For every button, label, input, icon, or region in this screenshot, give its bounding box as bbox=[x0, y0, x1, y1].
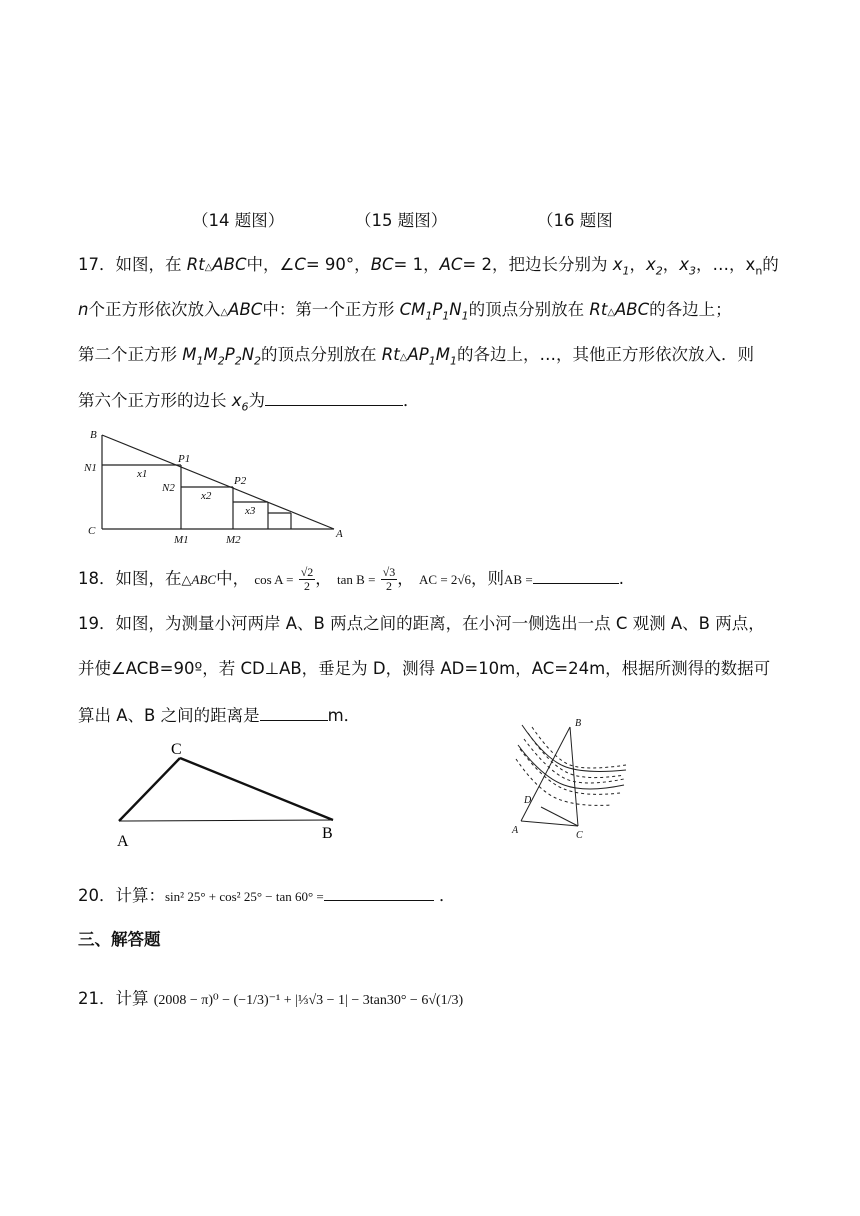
section-heading: 三、解答题 bbox=[78, 930, 161, 949]
q21-expression: (2008 − π)⁰ − (−1/3)⁻¹ + |⅓√3 − 1| − 3tan30° − 6√(1/3) bbox=[153, 993, 464, 1008]
q18-line: 18．如图，在△ABC中， cos A = $\frac{√2}{2}$ ， tan B = $\frac{√3}{2}$ ， AC = 2√6，则AB = . bbox=[78, 565, 624, 593]
fig19-triangle bbox=[108, 738, 358, 850]
caption-fig14: （14 题图） bbox=[192, 211, 285, 230]
fig17-label-x3: x3 bbox=[245, 505, 256, 517]
fig19b-label-a: A bbox=[512, 825, 519, 836]
q19-line3: 算出 A、B 之间的距离是 m． bbox=[78, 706, 361, 725]
q18-cos-fraction: $\frac{√2}{2}$ bbox=[300, 565, 314, 593]
fig19-label-a: A bbox=[117, 833, 129, 850]
q18-tan-fraction: $\frac{√3}{2}$ bbox=[382, 565, 396, 593]
q20-line: 20．计算：sin² 25° + cos² 25° − tan 60° = ． bbox=[78, 886, 456, 905]
caption-fig15: （15 题图） bbox=[355, 211, 448, 230]
q17-answer-blank[interactable] bbox=[265, 389, 403, 406]
fig17-label-a: A bbox=[336, 528, 343, 540]
q17-line4: 第六个正方形的边长 $x_6$为 ． bbox=[78, 391, 420, 414]
fig17-label-x1: x1 bbox=[137, 468, 148, 480]
fig17-label-p1: P1 bbox=[178, 453, 191, 465]
q17-line1: 17．如图，在 Rt△ABC中，∠C= 90°，BC= 1，AC= 2，把边长分别为 $x_1$，$x_2$，$x_3$，…，$x_n$的 bbox=[78, 255, 779, 278]
fig19-river-sketch bbox=[508, 715, 638, 843]
fig17-squares-diagram bbox=[82, 425, 352, 547]
q19-answer-blank[interactable] bbox=[260, 704, 328, 721]
q21-line: 21．计算 (2008 − π)⁰ − (−1/3)⁻¹ + |⅓√3 − 1| − 3tan30° − 6√(1/3) bbox=[78, 989, 464, 1008]
fig19-label-b: B bbox=[322, 825, 333, 842]
fig17-label-m2: M2 bbox=[226, 534, 241, 546]
caption-fig16: （16 题图 bbox=[537, 211, 613, 230]
fig17-label-x2: x2 bbox=[201, 490, 212, 502]
q19-line1: 19．如图，为测量小河两岸 A、B 两点之间的距离，在小河一侧选出一点 C 观测 A、B 两点， bbox=[78, 614, 765, 633]
fig19b-label-c: C bbox=[576, 830, 583, 841]
fig19b-label-d: D bbox=[524, 795, 532, 806]
q17-line2: n个正方形依次放入△ABC中：第一个正方形 $CM_1P_1N_1$的顶点分别放在 Rt△ABC的各边上； bbox=[78, 300, 732, 323]
q20-answer-blank[interactable] bbox=[324, 884, 434, 901]
fig17-label-n2: N2 bbox=[162, 482, 175, 494]
fig17-label-c: C bbox=[88, 525, 96, 537]
q19-line2: 并使∠ACB=90º，若 CD⊥AB，垂足为 D，测得 AD=10m，AC=24m，根据所测得的数据可 bbox=[78, 659, 771, 678]
fig17-label-n1: N1 bbox=[84, 462, 97, 474]
q18-answer-blank[interactable] bbox=[533, 567, 619, 584]
fig19b-label-b: B bbox=[575, 718, 582, 729]
fig17-label-m1: M1 bbox=[174, 534, 189, 546]
fig19-label-c: C bbox=[171, 741, 182, 758]
fig17-label-b: B bbox=[90, 429, 97, 441]
fig17-label-p2: P2 bbox=[234, 475, 247, 487]
q17-line3: 第二个正方形 $M_1M_2P_2N_2$的顶点分别放在 $Rt\triangle AP_1M_1$的各边上，…，其他正方形依次放入．则 bbox=[78, 345, 754, 368]
